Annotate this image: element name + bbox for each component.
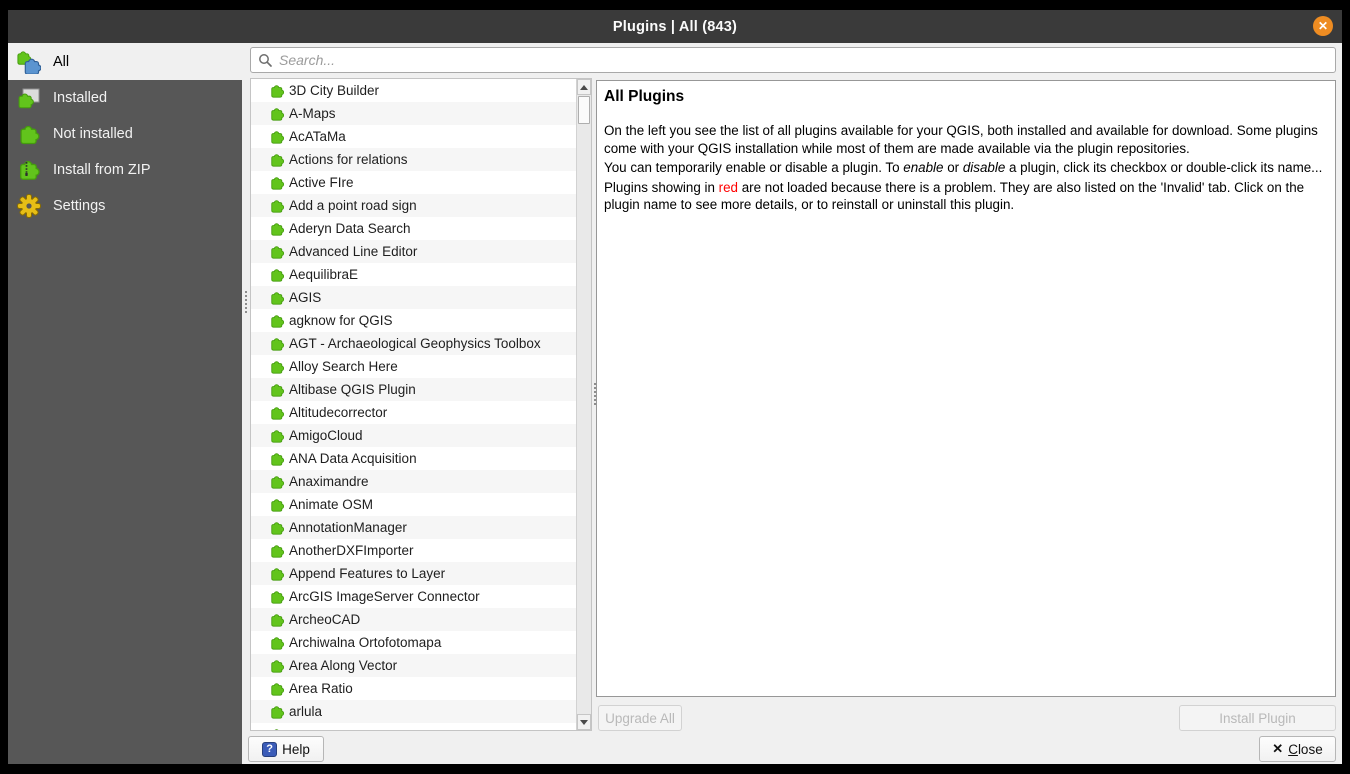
gear-icon [17, 194, 41, 218]
puzzle-zip-icon [17, 158, 41, 182]
plugin-name: Animate OSM [289, 497, 374, 512]
plugin-icon [270, 406, 284, 420]
plugin-list-item[interactable] [251, 378, 576, 401]
details-text-segment: or [943, 160, 963, 176]
window-close-button[interactable] [1313, 16, 1333, 36]
plugin-icon [270, 544, 284, 558]
plugin-name: Active FIre [289, 175, 354, 190]
plugin-icon [270, 107, 284, 121]
plugin-name: Area Along Vector [289, 658, 398, 673]
window-title: Plugins | All (843) [612, 18, 738, 35]
plugin-icon [270, 84, 284, 98]
plugin-icon [270, 268, 284, 282]
install-plugin-label: Install Plugin [1219, 710, 1296, 726]
scrollbar-down-button[interactable] [577, 714, 591, 730]
plugin-icon [270, 682, 284, 696]
plugin-icon [270, 153, 284, 167]
plugin-icon [270, 567, 284, 581]
arrow-down-icon [580, 720, 588, 725]
plugin-list-item[interactable] [251, 585, 576, 608]
plugin-list-item[interactable] [251, 240, 576, 263]
puzzle-all-icon [17, 50, 41, 74]
details-heading: All Plugins [604, 88, 685, 105]
plugin-name: A-Maps [289, 106, 336, 121]
plugin-list [250, 78, 592, 731]
plugin-name: Area Ratio [289, 681, 353, 696]
plugin-name: arlula [289, 704, 323, 719]
plugin-name: AGT - Archaeological Geophysics Toolbox [289, 336, 541, 351]
plugin-name: Advanced Line Editor [289, 244, 418, 259]
details-paragraphs [604, 122, 1328, 214]
plugin-list-item[interactable] [251, 355, 576, 378]
details-text-segment: On the left you see the list of all plugins available for your QGIS, both installed and available for download. Some plugins come with your QGIS installation while most of them are made available via the plugin repositories. [604, 123, 1318, 156]
plugin-list-item[interactable] [251, 539, 576, 562]
upgrade-all-label: Upgrade All [605, 710, 675, 726]
plugin-icon [270, 383, 284, 397]
plugin-name: AnotherDXFImporter [289, 543, 414, 558]
sidebar-item-all[interactable] [8, 43, 242, 80]
titlebar[interactable] [8, 10, 1342, 43]
plugin-name: Append Features to Layer [289, 566, 446, 581]
plugin-icon [270, 314, 284, 328]
sidebar-item-label: Installed [53, 90, 108, 106]
details-paragraph [604, 179, 1328, 214]
details-text-segment: You can temporarily enable or disable a plugin. To [604, 160, 904, 176]
upgrade-all-button[interactable] [598, 705, 682, 731]
plugin-icon [270, 613, 284, 627]
plugin-list-item[interactable] [251, 217, 576, 240]
scrollbar-thumb[interactable] [578, 96, 590, 124]
details-text-segment: Plugins showing in [604, 179, 719, 195]
plugin-list-item[interactable] [251, 562, 576, 585]
plugin-list-item[interactable] [251, 493, 576, 516]
plugin-icon [270, 705, 284, 719]
scrollbar-up-button[interactable] [577, 79, 591, 95]
plugin-list-item[interactable] [251, 516, 576, 539]
help-button-label: Help [282, 741, 310, 757]
plugin-name: Aderyn Data Search [289, 221, 411, 236]
dialog-content [8, 43, 1342, 764]
plugin-icon [270, 659, 284, 673]
plugin-list-item[interactable] [251, 263, 576, 286]
plugin-name: ArcGIS ImageServer Connector [289, 589, 480, 604]
plugin-list-item[interactable] [251, 608, 576, 631]
plugin-icon [270, 521, 284, 535]
install-plugin-button[interactable] [1179, 705, 1336, 731]
plugin-name: agknow for QGIS [289, 313, 393, 328]
plugin-name: AGIS [289, 290, 322, 305]
plugin-name: AcATaMa [289, 129, 346, 144]
plugin-list-rows [251, 79, 576, 730]
plugin-list-item[interactable] [251, 700, 576, 723]
search-input[interactable] [250, 47, 1336, 73]
plugin-name: AmigoCloud [289, 428, 363, 443]
close-button[interactable] [1259, 736, 1336, 762]
plugin-list-item[interactable] [251, 79, 576, 102]
plugin-icon [270, 130, 284, 144]
plugin-name: Anaximandre [289, 474, 369, 489]
sidebar-item-label: Not installed [53, 126, 133, 142]
sidebar-splitter-handle[interactable] [245, 291, 247, 313]
help-icon: ? [262, 742, 277, 757]
details-text-segment: enable [903, 160, 944, 176]
plugin-name: Add a point road sign [289, 198, 417, 213]
plugin-list-item[interactable] [251, 102, 576, 125]
plugin-list-item[interactable] [251, 447, 576, 470]
search-icon [257, 52, 273, 68]
plugin-icon [270, 222, 284, 236]
plugin-name: AequilibraE [289, 267, 359, 282]
plugin-name: Altitudecorrector [289, 405, 388, 420]
plugin-list-item[interactable] [251, 125, 576, 148]
plugin-icon [270, 452, 284, 466]
plugin-list-item[interactable] [251, 148, 576, 171]
sidebar-item-not-installed[interactable] [8, 116, 242, 152]
plugin-icon [270, 429, 284, 443]
plugin-icon [270, 291, 284, 305]
sidebar [8, 43, 242, 764]
plugin-icon [270, 360, 284, 374]
plugin-list-item[interactable] [251, 424, 576, 447]
plugin-name: ANA Data Acquisition [289, 451, 417, 466]
plugin-list-item[interactable] [251, 171, 576, 194]
details-text-segment: red [718, 179, 738, 195]
plugin-name: Altibase QGIS Plugin [289, 382, 416, 397]
search-bar [250, 47, 1336, 73]
plugin-icon [270, 337, 284, 351]
plugin-list-item[interactable] [251, 194, 576, 217]
plugin-name: ArcheoCAD [289, 612, 361, 627]
plugin-name: Alloy Search Here [289, 359, 398, 374]
sidebar-item-label: Install from ZIP [53, 162, 151, 178]
plugin-list-item[interactable] [251, 631, 576, 654]
plugin-name: AnnotationManager [289, 520, 407, 535]
plugin-list-item[interactable] [251, 309, 576, 332]
plugin-details-panel [596, 80, 1336, 697]
plugin-icon [270, 176, 284, 190]
plugin-list-item[interactable] [251, 723, 576, 730]
plugin-name: Actions for relations [289, 152, 408, 167]
plugin-name: 3D City Builder [289, 83, 380, 98]
plugin-list-item[interactable] [251, 470, 576, 493]
puzzle-installed-icon [17, 86, 41, 110]
sidebar-item-label: Settings [53, 198, 106, 214]
close-button-label: Close [1288, 741, 1323, 757]
plugin-icon [270, 475, 284, 489]
details-text-segment: a plugin, click its checkbox or double-click its name... [1005, 160, 1323, 176]
plugin-list-item[interactable] [251, 332, 576, 355]
arrow-up-icon [580, 85, 588, 90]
sidebar-item-install-from-zip[interactable] [8, 152, 242, 188]
details-paragraph [604, 159, 1328, 177]
plugin-icon [270, 199, 284, 213]
plugin-list-item[interactable] [251, 286, 576, 309]
details-text-segment: disable [962, 160, 1006, 176]
sidebar-item-label: All [53, 53, 70, 70]
plugin-list-scrollbar[interactable] [576, 79, 591, 730]
details-text-segment: are not loaded because there is a problem. They are also listed on the 'Invalid' tab. Click on the plugin name to see more details, or to reinstall or uninstall this plugin. [604, 179, 1305, 213]
details-paragraph [604, 122, 1328, 157]
plugin-icon [270, 728, 284, 731]
plugin-list-item[interactable] [251, 401, 576, 424]
puzzle-green-icon [17, 122, 41, 146]
plugin-icon [270, 590, 284, 604]
plugin-icon [270, 498, 284, 512]
plugin-name: Archiwalna Ortofotomapa [289, 635, 442, 650]
plugin-icon [270, 245, 284, 259]
plugin-list-item[interactable] [251, 654, 576, 677]
help-button[interactable] [248, 736, 324, 762]
close-x-icon: ✕ [1272, 741, 1284, 756]
plugin-list-item[interactable] [251, 677, 576, 700]
sidebar-item-settings[interactable] [8, 188, 242, 224]
plugin-icon [270, 636, 284, 650]
sidebar-item-installed[interactable] [8, 80, 242, 116]
close-icon: ✕ [1317, 19, 1329, 33]
